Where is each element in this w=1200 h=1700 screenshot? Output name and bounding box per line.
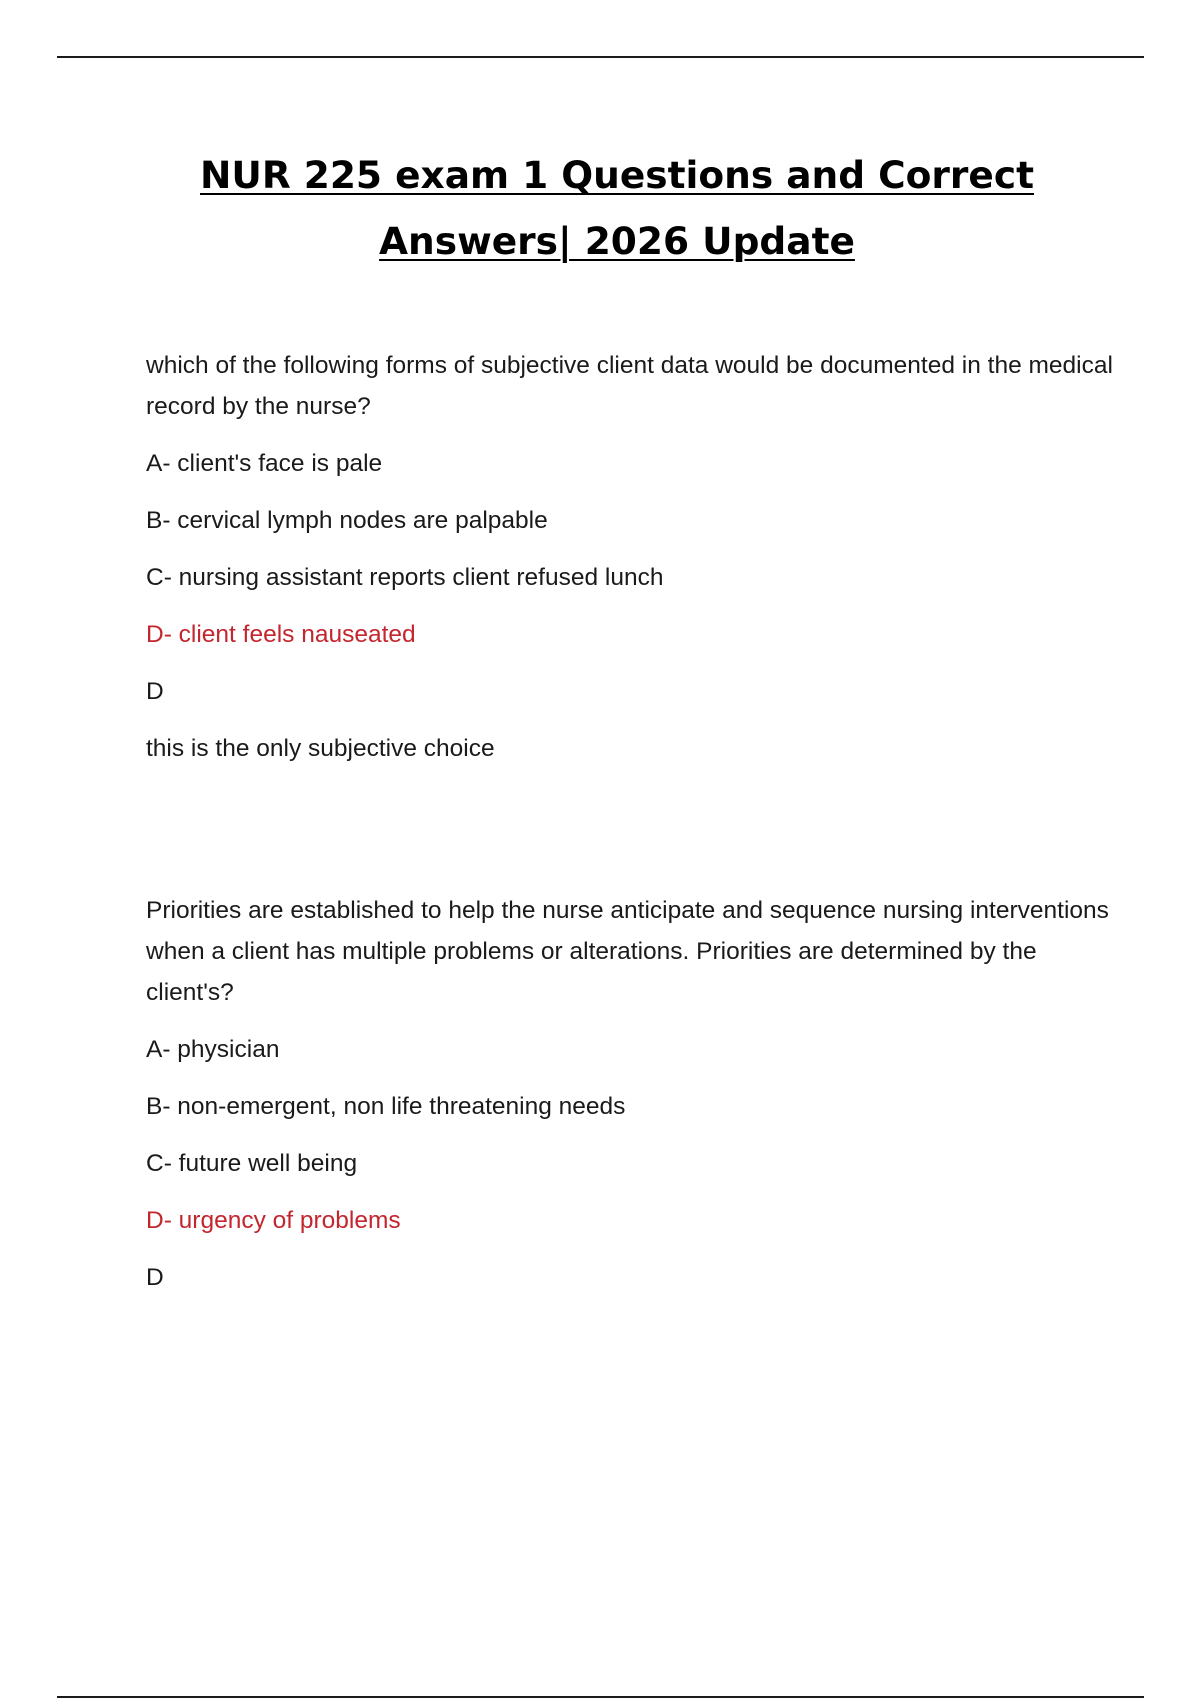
- question-block-2: [146, 890, 1116, 1314]
- option-c: C- future well being: [146, 1150, 358, 1177]
- document-title: [120, 142, 1114, 274]
- option-d-correct: D- client feels nauseated: [146, 621, 416, 648]
- option-b: B- non-emergent, non life threatening needs: [146, 1093, 626, 1120]
- document-title-line-1: NUR 225 exam 1 Questions and Correct: [199, 153, 1034, 197]
- option-d-correct: D- urgency of problems: [146, 1207, 401, 1234]
- question-block-1: [146, 345, 1116, 785]
- header-rule: [57, 56, 1144, 58]
- question-text: Priorities are established to help the nurse anticipate and sequence nursing interventions when a client has multiple problems or alterations. Priorities are determined by the client's?: [146, 897, 1109, 1006]
- option-a: A- physician: [146, 1036, 280, 1063]
- answer-rationale: this is the only subjective choice: [146, 735, 495, 762]
- question-text: which of the following forms of subjective client data would be documented in the medical record by the nurse?: [146, 352, 1113, 420]
- option-c: C- nursing assistant reports client refused lunch: [146, 564, 664, 591]
- answer-letter: D: [146, 1264, 164, 1291]
- document-title-line-2: Answers| 2026 Update: [379, 219, 855, 263]
- footer-rule: [57, 1696, 1144, 1698]
- answer-letter: D: [146, 678, 164, 705]
- option-b: B- cervical lymph nodes are palpable: [146, 507, 548, 534]
- option-a: A- client's face is pale: [146, 450, 383, 477]
